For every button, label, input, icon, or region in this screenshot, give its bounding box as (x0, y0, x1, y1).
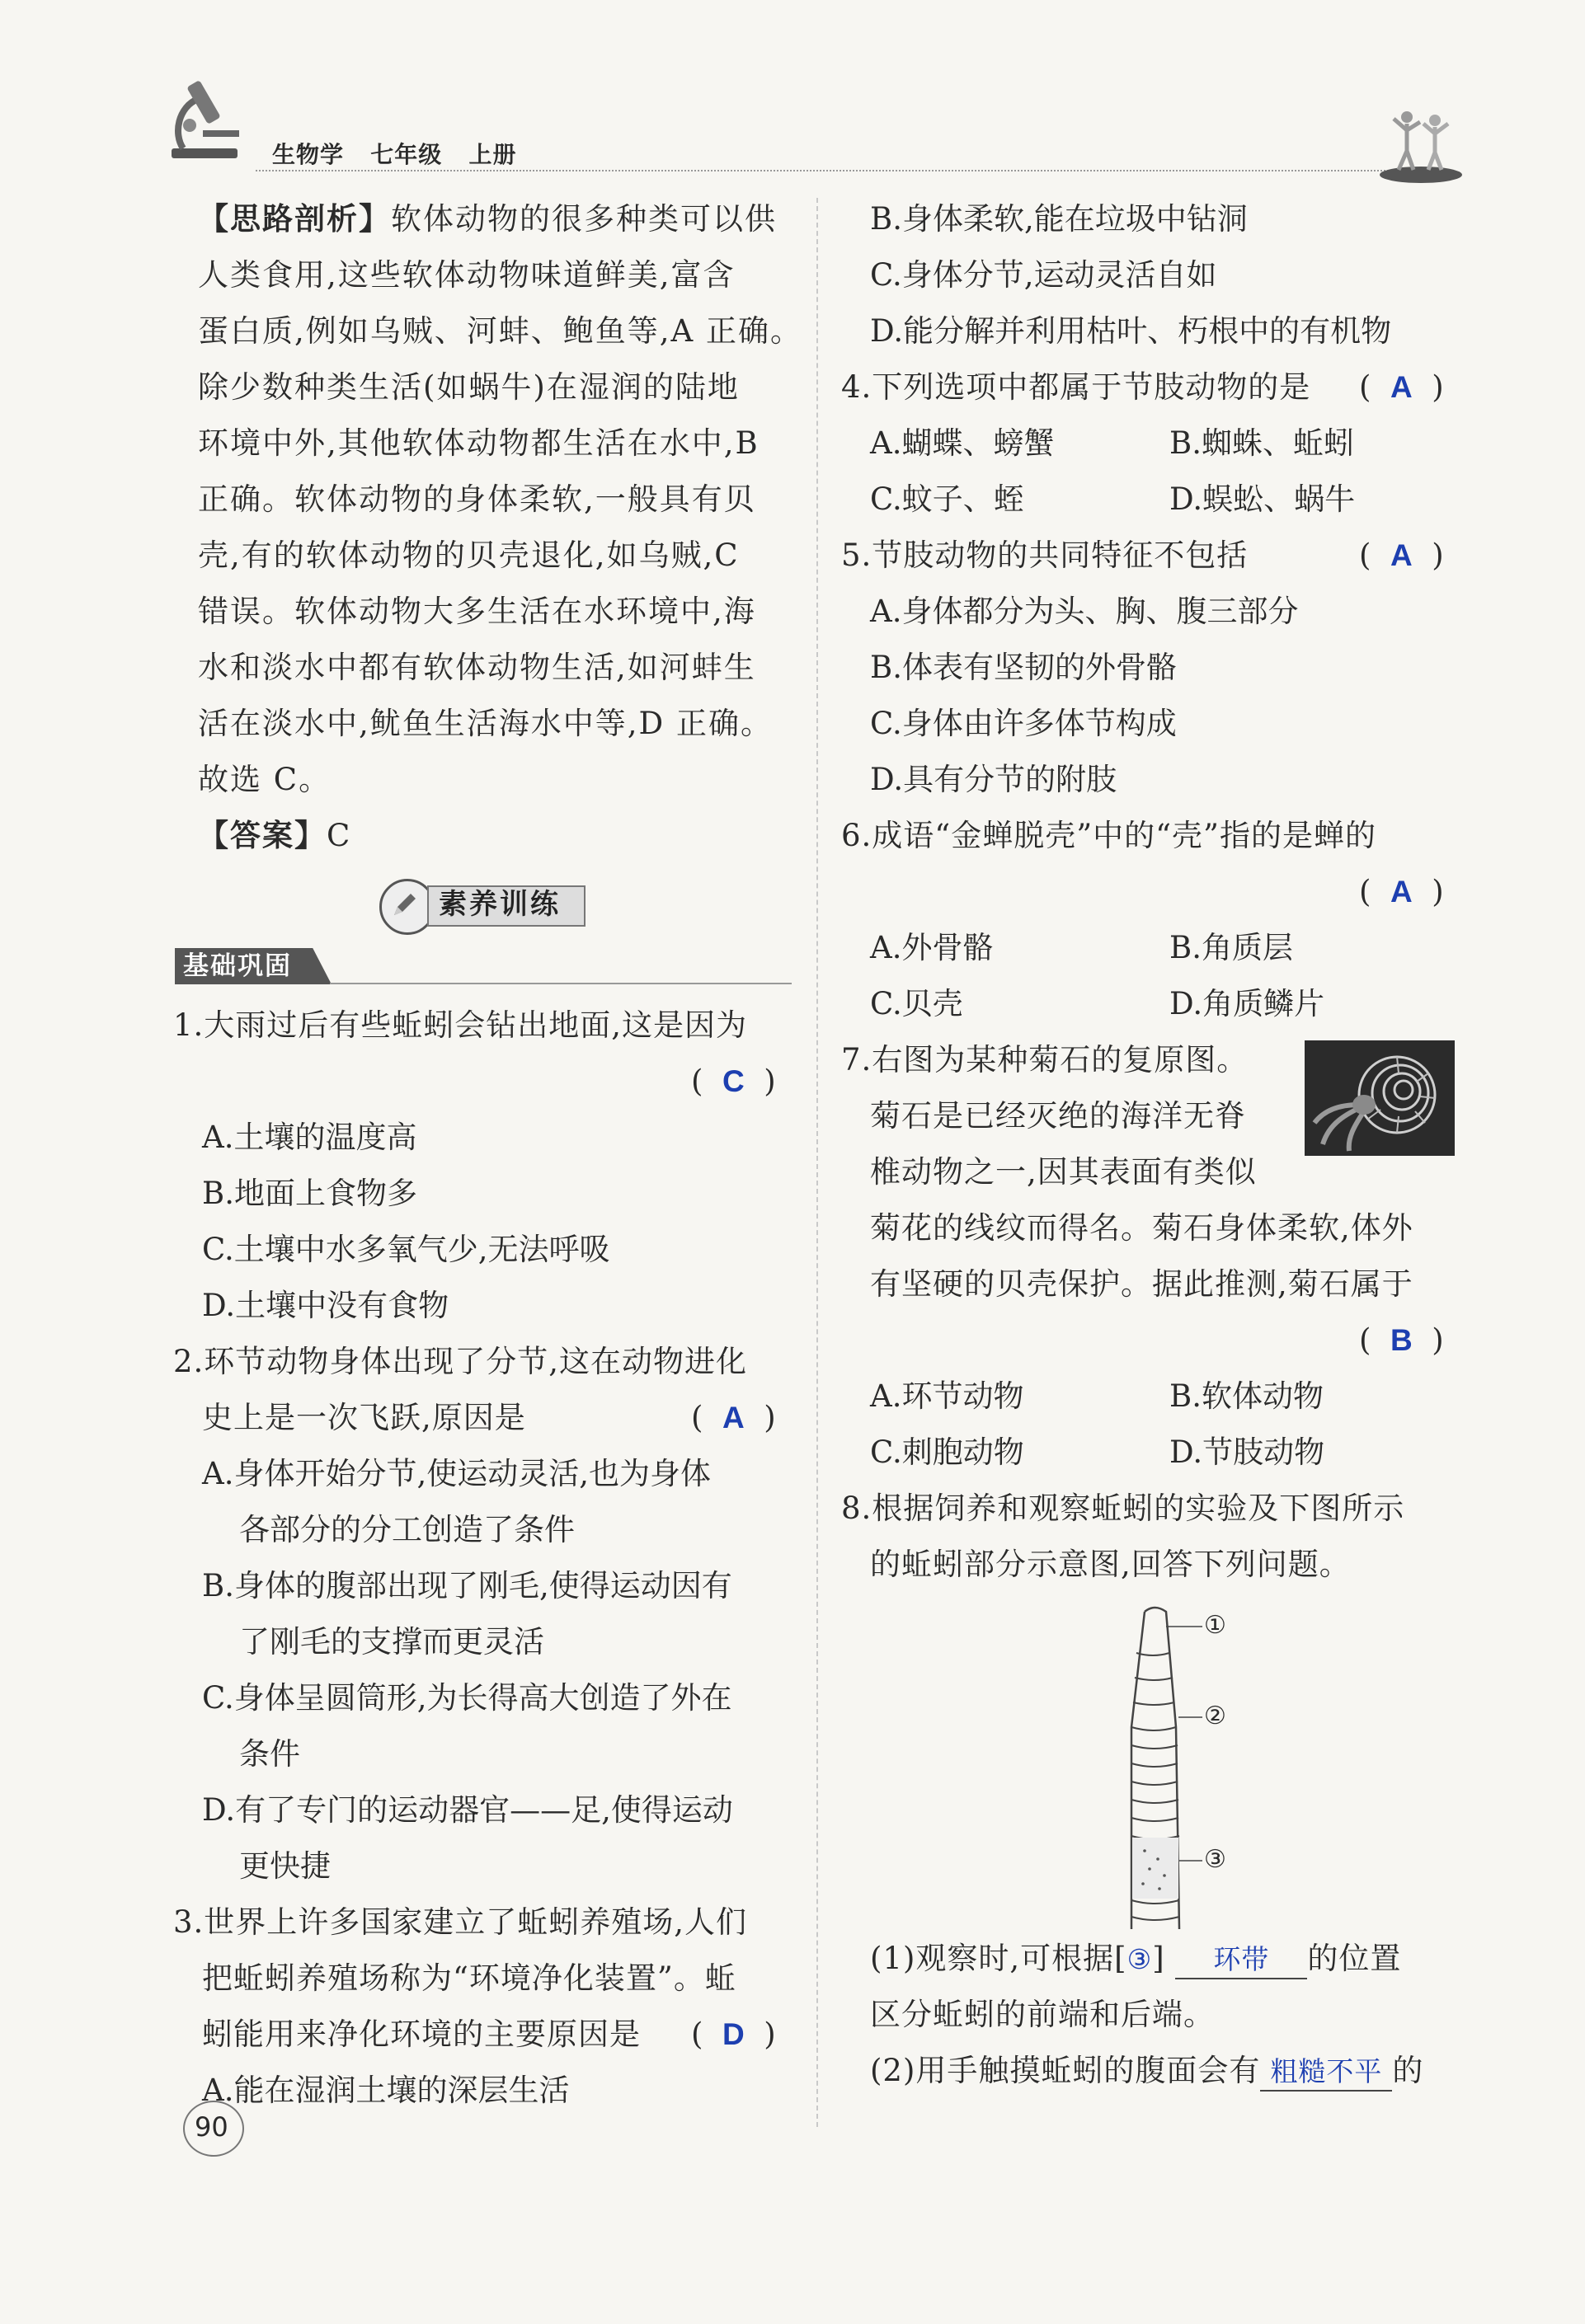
option: 条件 (239, 1736, 300, 1772)
option: B.身体的腹部出现了刚毛,使得运动因有 (202, 1568, 732, 1603)
pencil-icon (389, 889, 421, 920)
answer-paren: ( C ) (691, 1063, 776, 1099)
answer-mark: D (722, 2017, 745, 2051)
header-subject: 生物学 (272, 141, 345, 168)
diagram-label: ① (1204, 1611, 1226, 1640)
option: 了刚毛的支撑而更灵活 (239, 1624, 544, 1660)
option: C.蚊子、蛭 (870, 481, 1024, 517)
diagram-label: ② (1204, 1702, 1226, 1730)
option: D.具有分节的附肢 (870, 762, 1117, 797)
question-stem: 菊石是已经灭绝的海洋无脊 (870, 1098, 1246, 1134)
analysis-line: 错误。软体动物大多生活在水环境中,海 (198, 594, 756, 629)
question-stem: 2.环节动物身体出现了分节,这在动物进化 (173, 1344, 748, 1379)
answer-mark: A (1390, 370, 1413, 404)
ammonite-image (1305, 1040, 1455, 1156)
column-divider (816, 198, 818, 2127)
question-stem: 椎动物之一,因其表面有类似 (870, 1154, 1257, 1190)
answer-paren: ( A ) (1359, 538, 1444, 573)
question-stem: 4.下列选项中都属于节肢动物的是 (841, 369, 1311, 405)
option: B.蜘蛛、蚯蚓 (1169, 425, 1354, 461)
header-volume: 上册 (468, 141, 517, 168)
analysis-line: 环境中外,其他软体动物都生活在水中,B (198, 425, 760, 461)
answer-mark: B (1390, 1323, 1413, 1357)
analysis-line: 软体动物的很多种类可以供 (391, 201, 777, 237)
analysis-tag: 【思路剖析】 (198, 201, 391, 237)
option: C.土壤中水多氧气少,无法呼吸 (202, 1232, 610, 1267)
option: B.软体动物 (1169, 1378, 1324, 1414)
handwritten-answer: ③ (1126, 1943, 1153, 1975)
question-stem: 5.节肢动物的共同特征不包括 (841, 538, 1249, 573)
question-stem: 把蚯蚓养殖场称为“环境净化装置”。蚯 (202, 1960, 736, 1996)
answer-blank: 环带 (1175, 1941, 1307, 1979)
earthworm-diagram (1097, 1603, 1262, 1933)
answer-paren: ( A ) (1359, 874, 1444, 909)
analysis-line: 故选 C。 (198, 762, 332, 797)
answer-tag: 【答案】 (198, 818, 327, 853)
question-stem: 菊花的线纹而得名。菊石身体柔软,体外 (870, 1210, 1413, 1246)
question-stem: 3.世界上许多国家建立了蚯蚓养殖场,人们 (173, 1904, 748, 1940)
subquestion-text: 的位置 (1307, 1941, 1402, 1976)
section-banner (379, 879, 586, 930)
option: D.能分解并利用枯叶、朽根中的有机物 (870, 313, 1392, 349)
question-stem: 1.大雨过后有些蚯蚓会钻出地面,这是因为 (173, 1007, 748, 1043)
question-stem: 蚓能用来净化环境的主要原因是 (202, 2016, 641, 2052)
option: A.土壤的温度高 (202, 1120, 417, 1155)
option: A.环节动物 (870, 1378, 1024, 1414)
answer-paren: ( A ) (691, 1400, 776, 1435)
answer-mark: A (722, 1401, 745, 1434)
option: D.蜈蚣、蜗牛 (1169, 481, 1356, 517)
header-grade: 七年级 (370, 141, 443, 168)
subquestion-text: (2)用手触摸蚯蚓的腹面会有 (870, 2053, 1261, 2088)
subquestion-text: (1)观察时,可根据[ (870, 1941, 1127, 1976)
question-stem: 有坚硬的贝壳保护。据此推测,菊石属于 (870, 1266, 1413, 1302)
page-number: 90 (195, 2111, 228, 2143)
option: D.节肢动物 (1169, 1434, 1325, 1470)
microscope-icon (165, 76, 256, 167)
question-stem: 史上是一次飞跃,原因是 (202, 1400, 526, 1435)
option: C.身体呈圆筒形,为长得高大创造了外在 (202, 1680, 732, 1716)
option: C.贝壳 (870, 986, 963, 1021)
analysis-line: 人类食用,这些软体动物味道鲜美,富含 (198, 257, 736, 293)
answer-mark: A (1390, 875, 1413, 908)
analysis-line: 蛋白质,例如乌贼、河蚌、鲍鱼等,A 正确。 (198, 313, 803, 349)
subquestion-text: ] (1152, 1941, 1165, 1976)
option: B.地面上食物多 (202, 1176, 417, 1211)
option: B.角质层 (1169, 930, 1293, 965)
analysis-line: 活在淡水中,鱿鱼生活海水中等,D 正确。 (198, 706, 773, 741)
option: A.外骨骼 (870, 930, 994, 965)
answer-mark: A (1390, 538, 1413, 572)
option: D.有了专门的运动器官——足,使得运动 (202, 1792, 733, 1828)
option: B.身体柔软,能在垃圾中钻洞 (870, 201, 1248, 237)
question-stem: 7.右图为某种菊石的复原图。 (841, 1042, 1249, 1077)
option: A.身体开始分节,使运动灵活,也为身体 (202, 1456, 712, 1491)
option: A.身体都分为头、胸、腹三部分 (870, 594, 1299, 629)
option: B.体表有坚韧的外骨骼 (870, 650, 1177, 685)
subsection-title: 基础巩固 (183, 951, 292, 981)
option: A.蝴蝶、螃蟹 (870, 425, 1055, 461)
option: 更快捷 (239, 1848, 331, 1884)
analysis-line: 水和淡水中都有软体动物生活,如河蚌生 (198, 650, 756, 685)
answer-value: C (327, 818, 352, 853)
diagram-label: ③ (1204, 1845, 1226, 1874)
question-stem: 8.根据饲养和观察蚯蚓的实验及下图所示 (841, 1491, 1405, 1526)
question-stem: 6.成语“金蝉脱壳”中的“壳”指的是蝉的 (841, 818, 1376, 853)
dancers-icon (1376, 106, 1466, 185)
subquestion-1 (870, 1941, 1401, 1979)
subquestion-text: 区分蚯蚓的前端和后端。 (870, 1997, 1215, 2032)
answer-paren: ( B ) (1359, 1322, 1444, 1358)
answer-paren: ( D ) (691, 2016, 776, 2052)
option: 各部分的分工创造了条件 (239, 1512, 575, 1547)
subsection-rule (330, 983, 792, 984)
answer-paren: ( A ) (1359, 369, 1444, 405)
subquestion-2 (870, 2053, 1423, 2092)
option: D.角质鳞片 (1169, 986, 1325, 1021)
subquestion-text: 的 (1392, 2053, 1424, 2088)
question-stem: 的蚯蚓部分示意图,回答下列问题。 (870, 1547, 1351, 1582)
option: C.身体分节,运动灵活自如 (870, 257, 1217, 293)
analysis-line: 除少数种类生活(如蜗牛)在湿润的陆地 (198, 369, 740, 405)
header-rule (256, 170, 1402, 171)
option: A.能在湿润土壤的深层生活 (202, 2073, 570, 2108)
section-banner-title: 素养训练 (439, 888, 561, 921)
analysis-line: 正确。软体动物的身体柔软,一般具有贝 (198, 481, 756, 517)
option: C.刺胞动物 (870, 1434, 1024, 1470)
option: D.土壤中没有食物 (202, 1288, 449, 1323)
answer-blank: 粗糙不平 (1260, 2054, 1392, 2092)
option: C.身体由许多体节构成 (870, 706, 1177, 741)
answer-mark: C (722, 1064, 745, 1098)
analysis-line: 壳,有的软体动物的贝壳退化,如乌贼,C (198, 538, 740, 573)
